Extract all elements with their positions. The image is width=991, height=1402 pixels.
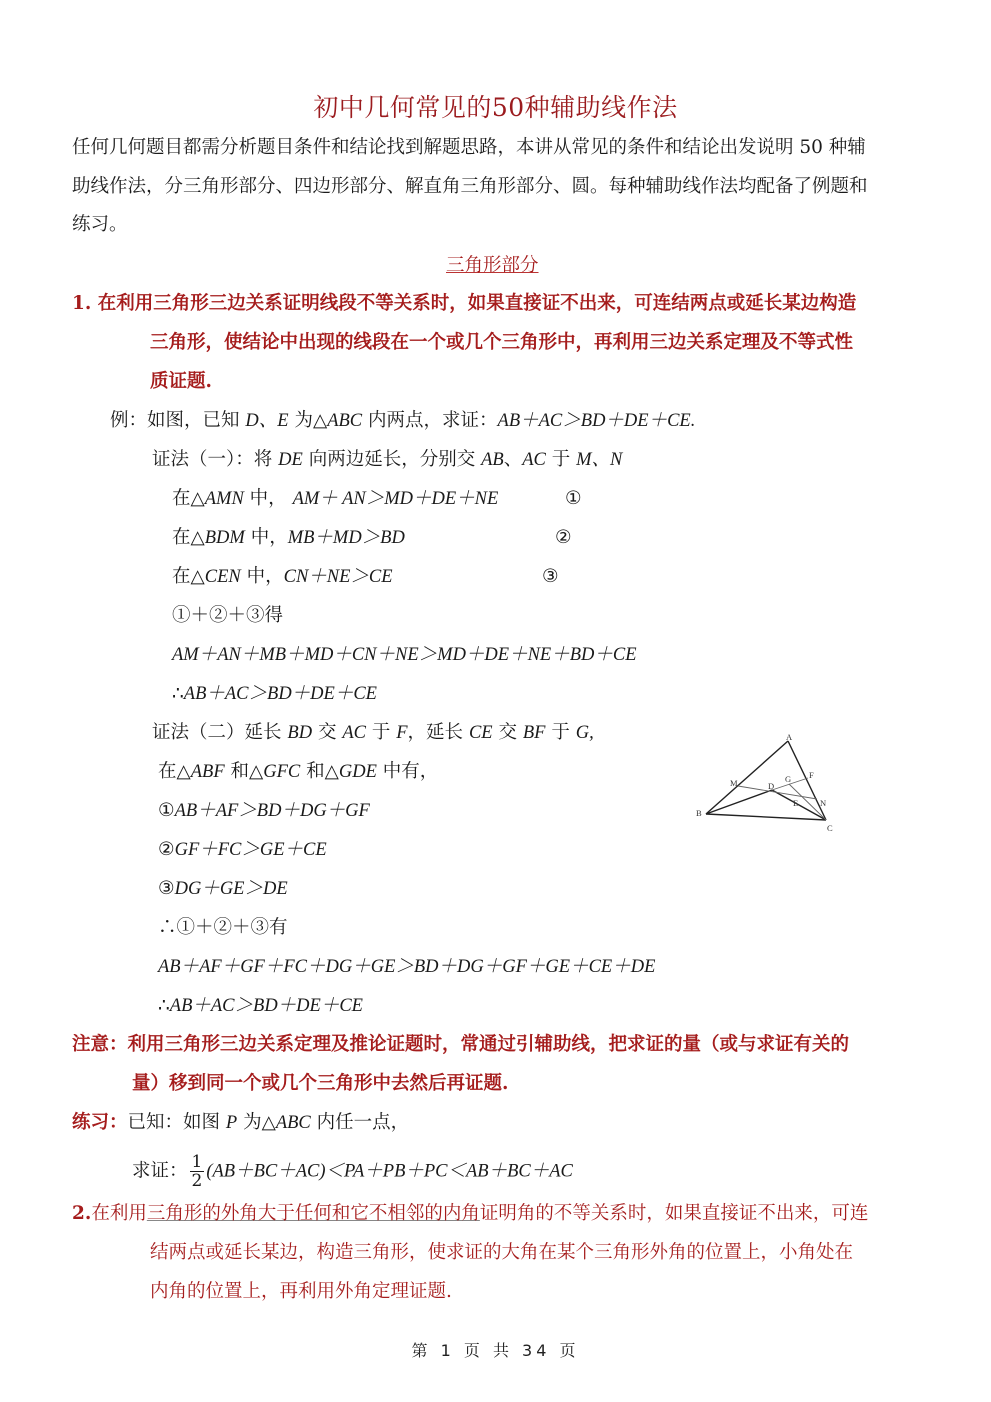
rule-1-line-1 — [72, 292, 856, 316]
intro-line-3: 练习。 — [72, 214, 128, 235]
proof-1-header — [152, 448, 622, 472]
exercise-prove — [132, 1153, 573, 1190]
text: 如图，已知 — [147, 410, 246, 431]
text: 、 — [503, 449, 523, 470]
step-tag-2: ② — [555, 527, 572, 548]
text: 中有， — [376, 761, 439, 782]
fraction-one-half — [190, 1153, 205, 1190]
math: G, — [575, 723, 594, 743]
label-n: N — [820, 798, 827, 808]
note-text: 利用三角形三边关系定理及推论证题时，常通过引辅助线，把求证的量（或与求证有关的 — [127, 1034, 850, 1055]
segment-bc — [706, 814, 826, 820]
step-tag: ③ — [158, 878, 175, 899]
math: D、E — [245, 411, 289, 431]
text: 于 — [365, 722, 397, 743]
label-d: D — [768, 781, 775, 791]
math: GF＋FC＞GE＋CE — [174, 840, 327, 860]
text: 在△ — [158, 761, 191, 782]
text: 内两点，求证： — [362, 410, 498, 431]
rule-number: 2. — [72, 1203, 92, 1224]
proof-2-step-1 — [158, 799, 370, 823]
segment-dc — [772, 790, 826, 820]
math: AB＋AF＞BD＋DG＋GF — [174, 801, 370, 821]
proof-1-sum-label: ①＋②＋③得 — [172, 605, 284, 626]
therefore-symbol: ∴ — [158, 995, 170, 1016]
example-statement — [110, 409, 695, 433]
text: 中， — [240, 566, 284, 587]
exercise-given — [72, 1111, 409, 1135]
math: (AB＋BC＋AC)＜PA＋PB＋PC＜AB＋BC＋AC — [206, 1161, 573, 1182]
segment-bd — [706, 790, 772, 814]
note-line-2: 量）移到同一个或几个三角形中去然后再证题. — [132, 1073, 509, 1094]
proof-2-conclusion — [158, 994, 363, 1018]
text: 证法（二）延长 — [152, 722, 288, 743]
underlined-text: 三角形的外角大于任何和它不相邻的内角 — [146, 1203, 480, 1224]
text: 中， — [244, 527, 288, 548]
math: AC — [522, 450, 546, 470]
rule-2-line-3: 内角的位置上，再利用外角定理证题. — [150, 1281, 452, 1302]
math: BDM — [204, 528, 245, 548]
note-label: 注意： — [72, 1034, 128, 1055]
math: AM＋ AN＞MD＋DE＋NE — [292, 489, 499, 509]
note-line-1 — [72, 1033, 849, 1057]
rule-2-line-1 — [72, 1202, 868, 1226]
math: ABC — [327, 411, 363, 431]
math: AB＋AC＞BD＋DE＋CE — [183, 684, 377, 704]
page-title: 初中几何常见的50种辅助线作法 — [313, 93, 678, 122]
rule-1-line-2: 三角形，使结论中出现的线段在一个或几个三角形中，再利用三边关系定理及不等式性 — [150, 332, 854, 353]
proof-1-sum-expr: AM＋AN＋MB＋MD＋CN＋NE＞MD＋DE＋NE＋BD＋CE — [172, 645, 637, 665]
math: AMN — [204, 489, 244, 509]
text: 于 — [545, 449, 577, 470]
text: 已知：如图 — [127, 1112, 226, 1133]
math: MB＋MD＞BD — [287, 528, 405, 548]
proof-2-triangles — [158, 760, 438, 784]
text: 于 — [545, 722, 576, 743]
segment-ac — [788, 741, 826, 820]
rule-number: 1. — [72, 293, 92, 314]
math: GDE — [338, 762, 377, 782]
denominator: 2 — [191, 1171, 203, 1191]
text: 和△ — [300, 761, 339, 782]
math: ABF — [190, 762, 225, 782]
text: ，延长 — [407, 722, 469, 743]
proof-2-sum-expr: AB＋AF＋GF＋FC＋DG＋GE＞BD＋DG＋GF＋GE＋CE＋DE — [158, 957, 656, 977]
proof-1-step-2 — [172, 526, 405, 550]
math: BF — [522, 723, 546, 743]
math: M、N — [576, 450, 623, 470]
proof-2-step-2 — [158, 838, 327, 862]
step-tag: ② — [158, 839, 175, 860]
text: 交 — [312, 722, 343, 743]
math: AB — [481, 450, 504, 470]
page-number-footer: 第 1 页 共 34 页 — [411, 1341, 580, 1360]
math: CN＋NE＞CE — [283, 567, 393, 587]
segment-ab — [706, 741, 788, 814]
math: GFC — [263, 762, 301, 782]
text: 证法（一）：将 — [152, 449, 279, 470]
rule-text: 在利用三角形三边关系证明线段不等关系时，如果直接证不出来，可连结两点或延长某边构造 — [97, 293, 857, 314]
math: DG＋GE＞DE — [174, 879, 288, 899]
math: CEN — [204, 567, 241, 587]
step-tag-1: ① — [565, 488, 582, 509]
proof-2-step-3 — [158, 877, 288, 901]
text: 为△ — [237, 1112, 276, 1133]
text: 在△ — [172, 566, 205, 587]
step-tag-3: ③ — [542, 566, 559, 587]
text: 在△ — [172, 527, 205, 548]
label-e: E — [793, 798, 799, 808]
rule-2-line-2: 结两点或延长某边，构造三角形，使求证的大角在某个三角形外角的位置上，小角处在 — [150, 1242, 854, 1263]
math: ABC — [275, 1113, 311, 1133]
math: F — [396, 723, 408, 743]
rule-1-line-3: 质证题. — [150, 371, 212, 392]
math: P — [225, 1113, 238, 1133]
text: 和△ — [224, 761, 264, 782]
text: 内任一点， — [310, 1112, 410, 1133]
label-g: G — [785, 774, 792, 784]
text: 在△ — [172, 488, 205, 509]
label-c: C — [827, 823, 833, 833]
section-heading: 三角形部分 — [446, 255, 539, 276]
label-b: B — [696, 808, 702, 818]
numerator: 1 — [191, 1152, 203, 1172]
math: AB＋AC＞BD＋DE＋CE — [169, 996, 363, 1016]
proof-2-header — [152, 721, 594, 745]
label-a: A — [786, 732, 793, 742]
proof-2-sum-label: ∴①＋②＋③有 — [158, 917, 288, 938]
math: AB＋AC＞BD＋DE＋CE. — [497, 411, 696, 431]
math: CE — [468, 723, 493, 743]
example-label: 例： — [110, 410, 148, 431]
math: BD — [287, 723, 313, 743]
intro-line-1: 任何几何题目都需分析题目条件和结论找到解题思路，本讲从常见的条件和结论出发说明 50 种辅 — [72, 137, 866, 158]
text: 在利用 — [91, 1203, 147, 1224]
math: DE — [278, 450, 303, 470]
text: 向两边延长，分别交 — [302, 449, 482, 470]
step-tag: ① — [158, 800, 175, 821]
label-f: F — [809, 770, 814, 780]
text: 中， — [243, 488, 293, 509]
triangle-diagram — [690, 730, 850, 840]
prove-label: 求证： — [132, 1160, 188, 1182]
math: AC — [342, 723, 366, 743]
text: 交 — [492, 722, 523, 743]
proof-1-conclusion — [172, 682, 377, 706]
text: 为△ — [288, 410, 328, 431]
text: 证明角的不等关系时，如果直接证不出来，可连 — [479, 1203, 869, 1224]
exercise-label: 练习： — [72, 1112, 128, 1133]
label-m: M — [730, 778, 738, 788]
proof-1-step-1 — [172, 487, 498, 511]
therefore-symbol: ∴ — [172, 683, 184, 704]
intro-line-2: 助线作法，分三角形部分、四边形部分、解直角三角形部分、圆。每种辅助线作法均配备了例题和 — [72, 176, 868, 197]
proof-1-step-3 — [172, 565, 393, 589]
